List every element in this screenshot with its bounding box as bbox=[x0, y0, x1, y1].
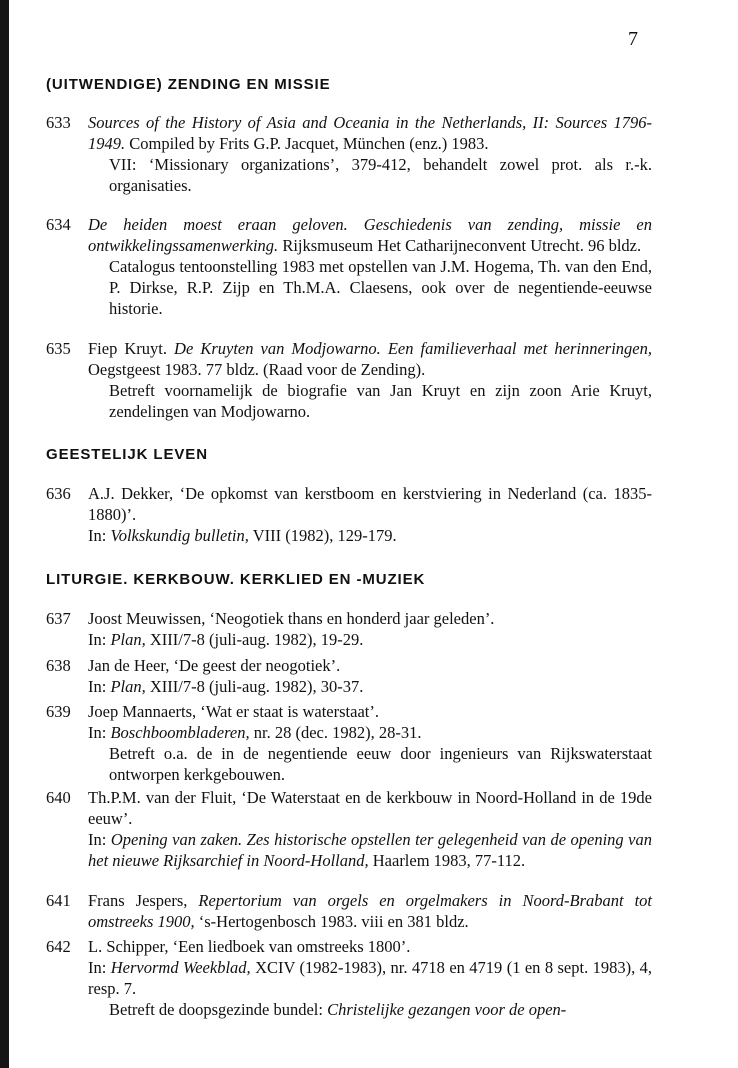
in-prefix: In: bbox=[88, 723, 107, 742]
entry-text: Joep Mannaerts, ‘Wat er staat is waterstaat’. bbox=[88, 702, 379, 721]
entry-citation: Compiled by Frits G.P. Jacquet, München (enz.) 1983. bbox=[129, 134, 489, 153]
entry-text: Jan de Heer, ‘De geest der neogotiek’. bbox=[88, 656, 341, 675]
journal-title: Hervormd Weekblad, bbox=[110, 958, 251, 977]
in-prefix: In: bbox=[88, 526, 107, 545]
journal-title: Boschboombladeren, bbox=[110, 723, 250, 742]
in-prefix: In: bbox=[88, 630, 107, 649]
entry-title: Sources of the History of Asia and Oceania in the Netherlands, II: Sources 1796-1949. bbox=[88, 113, 652, 153]
in-prefix: In: bbox=[88, 677, 107, 696]
entry-title: De Kruyten van Modjowarno. Een familieverhaal met herinneringen, bbox=[174, 339, 652, 358]
journal-details: XCIV (1982-1983), nr. 4718 en 4719 (1 en 8 sept. 1983), 4, resp. 7. bbox=[88, 958, 653, 998]
entry-text: Th.P.M. van der Fluit, ‘De Waterstaat en de kerkbouw in Noord-Holland in de 19de eeuw’. bbox=[88, 788, 652, 828]
journal-title: Plan, bbox=[110, 677, 146, 696]
entry-number: 635 bbox=[46, 339, 71, 358]
entry-title: Repertorium van orgels en orgelmakers in Noord-Brabant tot omstreeks 1900, bbox=[88, 891, 652, 931]
entry-text: A.J. Dekker, ‘De opkomst van kerstboom en kerstviering in Nederland (ca. 1835-1880)’. bbox=[88, 484, 652, 524]
journal-title: Plan, bbox=[110, 630, 146, 649]
entry-639 bbox=[46, 701, 652, 785]
entry-638 bbox=[46, 655, 652, 697]
entry-number: 642 bbox=[46, 937, 71, 956]
entry-number: 637 bbox=[46, 609, 71, 628]
section-heading-geestelijk-leven: GEESTELIJK LEVEN bbox=[46, 446, 208, 463]
entry-633 bbox=[46, 112, 652, 196]
in-prefix: In: bbox=[88, 830, 107, 849]
entry-number: 638 bbox=[46, 656, 71, 675]
entry-note-title: Christelijke gezangen voor de open- bbox=[327, 1000, 567, 1019]
entry-637 bbox=[46, 608, 652, 650]
journal-details: XIII/7-8 (juli-aug. 1982), 19-29. bbox=[149, 630, 364, 649]
entry-641 bbox=[46, 890, 652, 932]
entry-text: Joost Meuwissen, ‘Neogotiek thans en honderd jaar geleden’. bbox=[88, 609, 495, 628]
section-heading-liturgie: LITURGIE. KERKBOUW. KERKLIED EN -MUZIEK bbox=[46, 571, 426, 588]
entry-634 bbox=[46, 214, 652, 319]
entry-citation: Rijksmuseum Het Catharijneconvent Utrecht. 96 bldz. bbox=[282, 236, 642, 255]
entry-author: Frans Jespers, bbox=[88, 891, 188, 910]
scanned-page-edge bbox=[0, 0, 9, 1068]
entry-636 bbox=[46, 483, 652, 546]
entry-text: L. Schipper, ‘Een liedboek van omstreeks 1800’. bbox=[88, 937, 411, 956]
journal-title: Volkskundig bulletin, bbox=[110, 526, 249, 545]
entry-number: 633 bbox=[46, 113, 71, 132]
journal-details: nr. 28 (dec. 1982), 28-31. bbox=[253, 723, 422, 742]
entry-citation: Oegstgeest 1983. 77 bldz. (Raad voor de Zending). bbox=[88, 360, 426, 379]
page-number: 7 bbox=[628, 28, 638, 50]
journal-details: Haarlem 1983, 77-112. bbox=[372, 851, 526, 870]
journal-title: Opening van zaken. Zes historische opstellen ter gelegenheid van de opening van het nieuwe Rijksarchief in Noord-Holland, bbox=[88, 830, 652, 870]
entry-note: Catalogus tentoonstelling 1983 met opstellen van J.M. Hogema, Th. van den End, P. Dirkse, R.P. Zijp en Th.M.A. Claesens, ook over de negentiende-eeuwse historie. bbox=[109, 257, 652, 318]
entry-number: 639 bbox=[46, 702, 71, 721]
in-prefix: In: bbox=[88, 958, 107, 977]
entry-citation: ‘s-Hertogenbosch 1983. viii en 381 bldz. bbox=[198, 912, 469, 931]
journal-details: XIII/7-8 (juli-aug. 1982), 30-37. bbox=[149, 677, 364, 696]
entry-number: 636 bbox=[46, 484, 71, 503]
journal-details: VIII (1982), 129-179. bbox=[252, 526, 397, 545]
entry-note: VII: ‘Missionary organizations’, 379-412, behandelt zowel prot. als r.-k. organisaties. bbox=[109, 155, 652, 195]
entry-640 bbox=[46, 787, 652, 871]
entry-author: Fiep Kruyt. bbox=[88, 339, 167, 358]
entry-title: De heiden moest eraan geloven. Geschiedenis van zending, missie en ontwikkelingssamenwerking. bbox=[88, 215, 652, 255]
entry-note: Betreft de doopsgezinde bundel: bbox=[109, 1000, 323, 1019]
entry-number: 634 bbox=[46, 215, 71, 234]
entry-number: 640 bbox=[46, 788, 71, 807]
entry-number: 641 bbox=[46, 891, 71, 910]
entry-635 bbox=[46, 338, 652, 422]
entry-642 bbox=[46, 936, 652, 1020]
entry-note: Betreft o.a. de in de negentiende eeuw door ingenieurs van Rijkswaterstaat ontworpen kerkgebouwen. bbox=[109, 744, 652, 784]
section-heading-zending: (UITWENDIGE) ZENDING EN MISSIE bbox=[46, 76, 331, 93]
entry-note: Betreft voornamelijk de biografie van Jan Kruyt en zijn zoon Arie Kruyt, zendelingen van Modjowarno. bbox=[109, 381, 652, 421]
